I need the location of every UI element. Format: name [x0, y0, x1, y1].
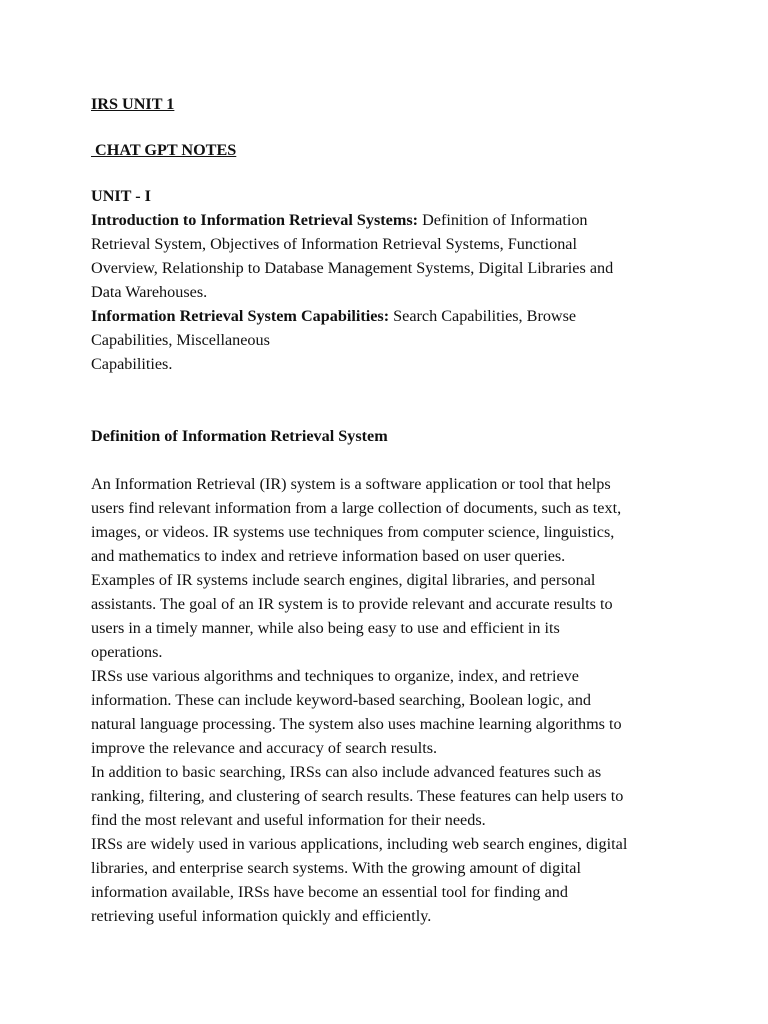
syllabus-intro-text: Definition of Information — [418, 211, 588, 229]
syllabus-intro-line: Retrieval System, Objectives of Information Retrieval Systems, Functional — [91, 235, 577, 253]
body-line: find the most relevant and useful information for their needs. — [91, 811, 486, 829]
syllabus-intro-line — [91, 208, 681, 232]
body-line: images, or videos. IR systems use techniques from computer science, linguistics, — [91, 523, 615, 541]
syllabus-capabilities — [91, 304, 681, 376]
syllabus-intro — [91, 208, 681, 304]
spacer — [91, 116, 681, 138]
syllabus-capabilities-line: Capabilities. — [91, 355, 173, 373]
syllabus-intro-line: Overview, Relationship to Database Management Systems, Digital Libraries and — [91, 259, 614, 277]
spacer — [91, 376, 681, 424]
document-page — [91, 92, 681, 928]
syllabus-intro-label: Introduction to Information Retrieval Systems: — [91, 211, 419, 229]
body-line: natural language processing. The system also uses machine learning algorithms to — [91, 715, 622, 733]
unit-heading: UNIT - I — [91, 187, 151, 205]
body-line: libraries, and enterprise search systems. With the growing amount of digital — [91, 859, 581, 877]
body-line: IRSs use various algorithms and techniques to organize, index, and retrieve — [91, 667, 579, 685]
syllabus-capabilities-line — [91, 304, 681, 328]
body-line: retrieving useful information quickly and efficiently. — [91, 907, 432, 925]
spacer — [91, 448, 681, 472]
body-text — [91, 472, 681, 928]
document-title: IRS UNIT 1 — [91, 95, 175, 113]
body-line: assistants. The goal of an IR system is to provide relevant and accurate results to — [91, 595, 613, 613]
syllabus-capabilities-label: Information Retrieval System Capabilities: — [91, 307, 390, 325]
spacer — [91, 162, 681, 184]
body-line: and mathematics to index and retrieve information based on user queries. — [91, 547, 566, 565]
body-line: information available, IRSs have become an essential tool for finding and — [91, 883, 568, 901]
body-line: IRSs are widely used in various applications, including web search engines, digital — [91, 835, 628, 853]
section-heading: Definition of Information Retrieval System — [91, 427, 388, 445]
body-line: operations. — [91, 643, 163, 661]
body-line: In addition to basic searching, IRSs can also include advanced features such as — [91, 763, 602, 781]
syllabus-capabilities-line: Capabilities, Miscellaneous — [91, 331, 270, 349]
body-line: improve the relevance and accuracy of search results. — [91, 739, 438, 757]
document-subtitle: CHAT GPT NOTES — [91, 141, 237, 159]
body-line: An Information Retrieval (IR) system is a software application or tool that helps — [91, 475, 611, 493]
body-line: information. These can include keyword-based searching, Boolean logic, and — [91, 691, 592, 709]
syllabus-intro-line: Data Warehouses. — [91, 283, 208, 301]
body-line: users in a timely manner, while also being easy to use and efficient in its — [91, 619, 560, 637]
body-line: users find relevant information from a large collection of documents, such as text, — [91, 499, 622, 517]
syllabus-capabilities-text: Search Capabilities, Browse — [389, 307, 577, 325]
body-line: ranking, filtering, and clustering of search results. These features can help users to — [91, 787, 624, 805]
body-line: Examples of IR systems include search engines, digital libraries, and personal — [91, 571, 596, 589]
